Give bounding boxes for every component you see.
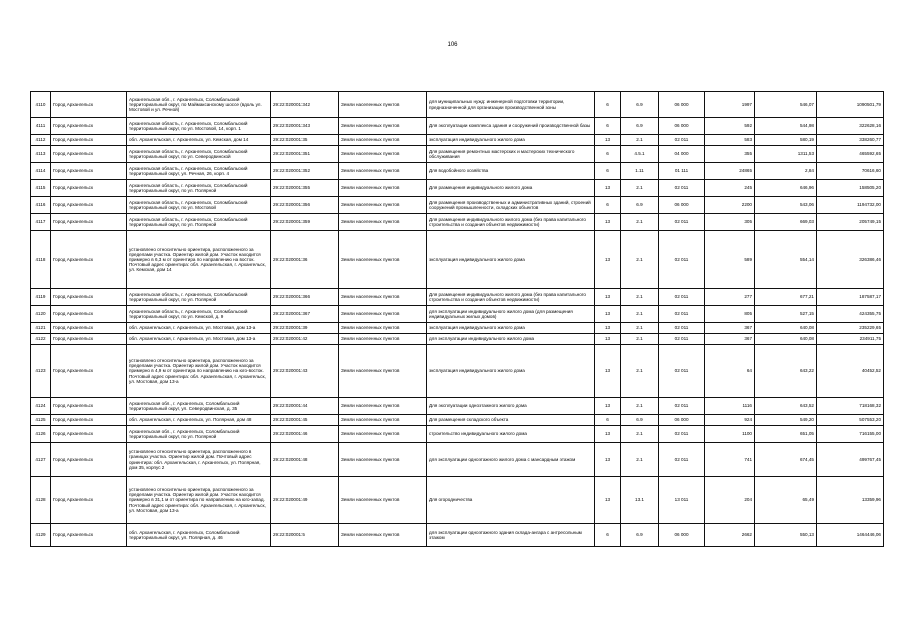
cadastral-number-cell: 29:22:020001:343 xyxy=(271,118,339,135)
municipality-cell: Город Архангельск xyxy=(51,163,127,180)
group-cell: 6 xyxy=(595,146,621,163)
cadastral-value-cell: 158505,20 xyxy=(817,180,884,197)
use-code-cell: 01 111 xyxy=(659,163,705,180)
municipality-cell: Город Архангельск xyxy=(51,214,127,231)
cadastral-number-cell: 29:22:020001:352 xyxy=(271,163,339,180)
group-cell: 13 xyxy=(595,334,621,345)
row-number: 4117 xyxy=(31,214,51,231)
table-row xyxy=(31,231,884,289)
specific-value-cell: 643,22 xyxy=(755,345,817,398)
activity-code-cell: 2.1 xyxy=(621,214,659,231)
cadastral-number-cell: 29:22:020001:39 xyxy=(271,323,339,334)
cadastral-value-cell: 322628,16 xyxy=(817,118,884,135)
group-cell: 13 xyxy=(595,398,621,415)
activity-code-cell: 6.9 xyxy=(621,197,659,214)
specific-value-cell: 527,15 xyxy=(755,306,817,323)
area-cell: 204 xyxy=(705,477,755,524)
cadastral-number-cell: 29:22:020001:366 xyxy=(271,289,339,306)
group-cell: 13 xyxy=(595,477,621,524)
land-category-cell: Земли населенных пунктов xyxy=(339,323,427,334)
municipality-cell: Город Архангельск xyxy=(51,398,127,415)
cadastral-number-cell: 29:22:020001:355 xyxy=(271,180,339,197)
activity-code-cell: 6.9 xyxy=(621,92,659,118)
cadastral-value-table xyxy=(30,91,884,547)
area-cell: 741 xyxy=(705,443,755,477)
land-category-cell: Земли населенных пунктов xyxy=(339,163,427,180)
land-category-cell: Земли населенных пунктов xyxy=(339,92,427,118)
cadastral-value-cell: 40452,52 xyxy=(817,345,884,398)
land-category-cell: Земли населенных пунктов xyxy=(339,231,427,289)
use-code-cell: 02 011 xyxy=(659,180,705,197)
cadastral-number-cell: 29:22:020001:351 xyxy=(271,146,339,163)
municipality-cell: Город Архангельск xyxy=(51,415,127,426)
table-row xyxy=(31,426,884,443)
use-code-cell: 02 011 xyxy=(659,135,705,146)
cadastral-value-cell: 465592,65 xyxy=(817,146,884,163)
address-cell: установлено относительно ориентира, расположенного за пределами участка. Ориентир жилой дом. Участок находится примерно в 6,3 м от ориентира по направлению на восток. Почтовый адрес ориентира: обл. Архангельская, г. Архангельск, ул. Кемская, дом 14 xyxy=(127,231,271,289)
permitted-use-cell: строительство индивидуального жилого дома xyxy=(427,426,595,443)
specific-value-cell: 580,19 xyxy=(755,135,817,146)
area-cell: 1997 xyxy=(705,92,755,118)
land-category-cell: Земли населенных пунктов xyxy=(339,180,427,197)
area-cell: 589 xyxy=(705,231,755,289)
land-category-cell: Земли населенных пунктов xyxy=(339,443,427,477)
specific-value-cell: 646,96 xyxy=(755,180,817,197)
address-cell: Архангельская обл., г. Архангельск, Соломбальский территориальный округ, по Маймаксанскому шоссе (вдоль ул. Мостовой и ул. Речной) xyxy=(127,92,271,118)
use-code-cell: 06 000 xyxy=(659,415,705,426)
use-code-cell: 02 011 xyxy=(659,345,705,398)
use-code-cell: 06 000 xyxy=(659,118,705,135)
municipality-cell: Город Архангельск xyxy=(51,92,127,118)
group-cell: 13 xyxy=(595,323,621,334)
page-number: 106 xyxy=(447,42,458,48)
permitted-use-cell: Для эксплуатации комплекса здания и сооружений производственной базы xyxy=(427,118,595,135)
address-cell: установлено относительно ориентира, расположенного за пределами участка. Ориентир жилой дом. Участок находится примерно в 31,1 м от ориентира по направлению на юго-запад. Почтовый адрес ориентира: обл. Архангельская, г. Архангельск, ул. Мостовая, дом 13-а xyxy=(127,477,271,524)
cadastral-value-cell: 1464446,06 xyxy=(817,524,884,547)
row-number: 4122 xyxy=(31,334,51,345)
group-cell: 13 xyxy=(595,306,621,323)
municipality-cell: Город Архангельск xyxy=(51,146,127,163)
cadastral-value-cell: 205749,15 xyxy=(817,214,884,231)
row-number: 4120 xyxy=(31,306,51,323)
cadastral-number-cell: 29:22:020001:45 xyxy=(271,415,339,426)
land-category-cell: Земли населенных пунктов xyxy=(339,426,427,443)
area-cell: 2200 xyxy=(705,197,755,214)
municipality-cell: Город Архангельск xyxy=(51,477,127,524)
row-number: 4126 xyxy=(31,426,51,443)
permitted-use-cell: Для размещения ремонтных мастерских и мастерских технического обслуживания xyxy=(427,146,595,163)
permitted-use-cell: Для эксплуатации одноэтажного жилого дома xyxy=(427,398,595,415)
activity-code-cell: 6.9 xyxy=(621,118,659,135)
municipality-cell: Город Архангельск xyxy=(51,426,127,443)
table-row xyxy=(31,306,884,323)
specific-value-cell: 549,20 xyxy=(755,415,817,426)
municipality-cell: Город Архангельск xyxy=(51,443,127,477)
municipality-cell: Город Архангельск xyxy=(51,135,127,146)
group-cell: 13 xyxy=(595,443,621,477)
cadastral-value-cell: 70616,60 xyxy=(817,163,884,180)
activity-code-cell: 6.9 xyxy=(621,524,659,547)
cadastral-number-cell: 29:22:020001:35 xyxy=(271,135,339,146)
specific-value-cell: 643,52 xyxy=(755,398,817,415)
activity-code-cell: 2.1 xyxy=(621,426,659,443)
permitted-use-cell: Для размещения производственных и административных зданий, строений сооружений промышленности, складских объектов xyxy=(427,197,595,214)
address-cell: обл. Архангельская, г. Архангельск, ул. Мостовая, дом 13-а xyxy=(127,334,271,345)
table-row xyxy=(31,415,884,426)
address-cell: Архангельская область, г. Архангельск, Соломбальский территориальный округ, по ул. Кемской, д. 9 xyxy=(127,306,271,323)
activity-code-cell: 2.1 xyxy=(621,398,659,415)
area-cell: 245 xyxy=(705,180,755,197)
land-category-cell: Земли населенных пунктов xyxy=(339,214,427,231)
cadastral-value-cell: 499767,45 xyxy=(817,443,884,477)
area-cell: 367 xyxy=(705,323,755,334)
area-cell: 64 xyxy=(705,345,755,398)
address-cell: установлено относительно ориентира, расположенного за пределами участка. Ориентир жилой дом. Участок находится примерно в 4,9 м от ориентира по направлению на юго-восток. Почтовый адрес ориентира: обл. Архангельская, г. Архангельск, ул. Мостовая, дом 13-а xyxy=(127,345,271,398)
area-cell: 355 xyxy=(705,146,755,163)
land-category-cell: Земли населенных пунктов xyxy=(339,334,427,345)
row-number: 4127 xyxy=(31,443,51,477)
activity-code-cell: 2.1 xyxy=(621,289,659,306)
cadastral-value-cell: 187587,17 xyxy=(817,289,884,306)
permitted-use-cell: эксплуатация индивидуального жилого дома xyxy=(427,231,595,289)
address-cell: Архангельская область, г. Архангельск, Соломбальский территориальный округ, по ул. Полярной xyxy=(127,214,271,231)
table-row xyxy=(31,398,884,415)
area-cell: 1116 xyxy=(705,398,755,415)
table-row xyxy=(31,197,884,214)
table-row xyxy=(31,118,884,135)
table-row xyxy=(31,92,884,118)
land-category-cell: Земли населенных пунктов xyxy=(339,146,427,163)
table-row xyxy=(31,289,884,306)
table-body xyxy=(31,92,884,547)
activity-code-cell: 2.1 xyxy=(621,306,659,323)
permitted-use-cell: эксплуатация индивидуального жилого дома xyxy=(427,135,595,146)
permitted-use-cell: Для размещения индивидуального жилого дома (без права капитального строительства и создания объектов недвижимости) xyxy=(427,214,595,231)
permitted-use-cell: для эксплуатации индивидуального жилого дома xyxy=(427,334,595,345)
use-code-cell: 02 011 xyxy=(659,426,705,443)
specific-value-cell: 1311,53 xyxy=(755,146,817,163)
cadastral-value-cell: 326386,46 xyxy=(817,231,884,289)
table-row xyxy=(31,135,884,146)
address-cell: Архангельская область, г. Архангельск, Соломбальский территориальный округ, по ул. Мостовой xyxy=(127,197,271,214)
area-cell: 1100 xyxy=(705,426,755,443)
cadastral-number-cell: 29:22:020001:48 xyxy=(271,443,339,477)
table-row xyxy=(31,443,884,477)
group-cell: 6 xyxy=(595,118,621,135)
table-row xyxy=(31,163,884,180)
table-row xyxy=(31,334,884,345)
activity-code-cell: 2.1 xyxy=(621,135,659,146)
specific-value-cell: 544,98 xyxy=(755,118,817,135)
use-code-cell: 02 011 xyxy=(659,398,705,415)
activity-code-cell: 2.1 xyxy=(621,345,659,398)
address-cell: Архангельская область, г. Архангельск, Соломбальский территориальный округ, по ул. Полярной xyxy=(127,180,271,197)
group-cell: 6 xyxy=(595,163,621,180)
group-cell: 13 xyxy=(595,214,621,231)
address-cell: Архангельская область, г. Архангельск, Соломбальский территориальный округ, по ул. Северодвинской xyxy=(127,146,271,163)
use-code-cell: 02 011 xyxy=(659,214,705,231)
cadastral-value-cell: 1194732,00 xyxy=(817,197,884,214)
row-number: 4116 xyxy=(31,197,51,214)
row-number: 4115 xyxy=(31,180,51,197)
land-category-cell: Земли населенных пунктов xyxy=(339,477,427,524)
use-code-cell: 02 011 xyxy=(659,289,705,306)
row-number: 4129 xyxy=(31,524,51,547)
row-number: 4125 xyxy=(31,415,51,426)
activity-code-cell: 2.1 xyxy=(621,443,659,477)
specific-value-cell: 543,06 xyxy=(755,197,817,214)
specific-value-cell: 674,45 xyxy=(755,443,817,477)
municipality-cell: Город Архангельск xyxy=(51,197,127,214)
cadastral-number-cell: 29:22:020001:44 xyxy=(271,398,339,415)
cadastral-value-cell: 716155,00 xyxy=(817,426,884,443)
address-cell: Архангельская область, г. Архангельск, Соломбальский территориальный округ, ул. Речная, 26, корп. 4 xyxy=(127,163,271,180)
municipality-cell: Город Архангельск xyxy=(51,118,127,135)
group-cell: 13 xyxy=(595,289,621,306)
land-category-cell: Земли населенных пунктов xyxy=(339,197,427,214)
row-number: 4114 xyxy=(31,163,51,180)
land-category-cell: Земли населенных пунктов xyxy=(339,345,427,398)
activity-code-cell: 6.9 xyxy=(621,415,659,426)
permitted-use-cell: эксплуатация индивидуального жилого дома xyxy=(427,345,595,398)
area-cell: 24865 xyxy=(705,163,755,180)
row-number: 4128 xyxy=(31,477,51,524)
land-category-cell: Земли населенных пунктов xyxy=(339,524,427,547)
table-row xyxy=(31,345,884,398)
cadastral-number-cell: 29:22:020001:367 xyxy=(271,306,339,323)
address-cell: Архангельская обл., г. Архангельск, Соломбальский территориальный округ, по ул. Полярной xyxy=(127,426,271,443)
group-cell: 6 xyxy=(595,524,621,547)
group-cell: 6 xyxy=(595,415,621,426)
cadastral-number-cell: 29:22:020001:342 xyxy=(271,92,339,118)
use-code-cell: 06 000 xyxy=(659,524,705,547)
address-cell: Архангельская обл., г. Архангельск, Соломбальский территориальный округ, ул. Северодвинская, д. 35 xyxy=(127,398,271,415)
specific-value-cell: 65,49 xyxy=(755,477,817,524)
activity-code-cell: 2.1 xyxy=(621,231,659,289)
specific-value-cell: 546,07 xyxy=(755,92,817,118)
table-row xyxy=(31,214,884,231)
permitted-use-cell: Для размещения индивидуального жилого дома (без права капитального строительства и создания объектов недвижимости) xyxy=(427,289,595,306)
group-cell: 13 xyxy=(595,180,621,197)
use-code-cell: 06 000 xyxy=(659,197,705,214)
table-row xyxy=(31,477,884,524)
municipality-cell: Город Архангельск xyxy=(51,231,127,289)
area-cell: 277 xyxy=(705,289,755,306)
municipality-cell: Город Архангельск xyxy=(51,345,127,398)
activity-code-cell: 2.1 xyxy=(621,323,659,334)
table-row xyxy=(31,524,884,547)
address-cell: Архангельская область, г. Архангельск, Соломбальский территориальный округ, по ул. Полярной xyxy=(127,289,271,306)
permitted-use-cell: для эксплуатации индивидуального жилого дома (для размещения индивидуальных жилых домов) xyxy=(427,306,595,323)
land-category-cell: Земли населенных пунктов xyxy=(339,306,427,323)
cadastral-value-cell: 507553,20 xyxy=(817,415,884,426)
address-cell: обл. Архангельская, г. Архангельск, ул. Полярная, дом 48 xyxy=(127,415,271,426)
activity-code-cell: 4.5.1 xyxy=(621,146,659,163)
row-number: 4118 xyxy=(31,231,51,289)
cadastral-number-cell: 29:22:020001:36 xyxy=(271,231,339,289)
row-number: 4124 xyxy=(31,398,51,415)
specific-value-cell: 651,05 xyxy=(755,426,817,443)
row-number: 4119 xyxy=(31,289,51,306)
use-code-cell: 04 000 xyxy=(659,146,705,163)
address-cell: обл. Архангельская, г. Архангельск, ул. Кемская, дом 14 xyxy=(127,135,271,146)
activity-code-cell: 2.1 xyxy=(621,180,659,197)
table-row xyxy=(31,146,884,163)
table-row xyxy=(31,180,884,197)
permitted-use-cell: Для водобойного хозяйства xyxy=(427,163,595,180)
row-number: 4113 xyxy=(31,146,51,163)
activity-code-cell: 13.1 xyxy=(621,477,659,524)
specific-value-cell: 640,08 xyxy=(755,334,817,345)
permitted-use-cell: для эксплуатации одноэтажного здания склада-ангара с антресольным этажом xyxy=(427,524,595,547)
land-category-cell: Земли населенных пунктов xyxy=(339,398,427,415)
use-code-cell: 02 011 xyxy=(659,306,705,323)
cadastral-value-cell: 338260,77 xyxy=(817,135,884,146)
activity-code-cell: 2.1 xyxy=(621,334,659,345)
cadastral-number-cell: 29:22:020001:356 xyxy=(271,197,339,214)
row-number: 4111 xyxy=(31,118,51,135)
cadastral-value-cell: 234911,75 xyxy=(817,334,884,345)
specific-value-cell: 640,08 xyxy=(755,323,817,334)
cadastral-number-cell: 29:22:020001:42 xyxy=(271,334,339,345)
specific-value-cell: 669,03 xyxy=(755,214,817,231)
municipality-cell: Город Архангельск xyxy=(51,180,127,197)
land-category-cell: Земли населенных пунктов xyxy=(339,415,427,426)
land-category-cell: Земли населенных пунктов xyxy=(339,289,427,306)
use-code-cell: 02 011 xyxy=(659,231,705,289)
area-cell: 583 xyxy=(705,135,755,146)
address-cell: Архангельская область, г. Архангельск, Соломбальский территориальный округ, по ул. Мостовой, 14, корп. 1 xyxy=(127,118,271,135)
area-cell: 2662 xyxy=(705,524,755,547)
permitted-use-cell: эксплуатация индивидуального жилого дома xyxy=(427,323,595,334)
use-code-cell: 02 011 xyxy=(659,334,705,345)
cadastral-number-cell: 29:22:020001:43 xyxy=(271,345,339,398)
specific-value-cell: 550,13 xyxy=(755,524,817,547)
group-cell: 13 xyxy=(595,345,621,398)
area-cell: 592 xyxy=(705,118,755,135)
row-number: 4112 xyxy=(31,135,51,146)
use-code-cell: 02 011 xyxy=(659,443,705,477)
group-cell: 6 xyxy=(595,197,621,214)
municipality-cell: Город Архангельск xyxy=(51,323,127,334)
area-cell: 305 xyxy=(705,214,755,231)
permitted-use-cell: Для огородничества xyxy=(427,477,595,524)
area-cell: 805 xyxy=(705,306,755,323)
row-number: 4110 xyxy=(31,92,51,118)
land-category-cell: Земли населенных пунктов xyxy=(339,135,427,146)
group-cell: 13 xyxy=(595,231,621,289)
area-cell: 924 xyxy=(705,415,755,426)
group-cell: 13 xyxy=(595,135,621,146)
permitted-use-cell: для муниципальных нужд: инженерной подготовки территории, предназначенной для организации производственной зоны xyxy=(427,92,595,118)
land-category-cell: Земли населенных пунктов xyxy=(339,118,427,135)
cadastral-number-cell: 29:22:020001:5 xyxy=(271,524,339,547)
address-cell: установлено относительно ориентира, расположенного в границах участка. Ориентир жилой дом. Почтовый адрес ориентира: обл. Архангельская, г. Архангельск, ул. Полярная, дом 35, корпус 2 xyxy=(127,443,271,477)
address-cell: обл. Архангельская, г. Архангельск, ул. Мостовая, дом 13-а xyxy=(127,323,271,334)
cadastral-value-cell: 718168,32 xyxy=(817,398,884,415)
cadastral-number-cell: 29:22:020001:49 xyxy=(271,477,339,524)
cadastral-number-cell: 29:22:020001:46 xyxy=(271,426,339,443)
specific-value-cell: 2,84 xyxy=(755,163,817,180)
municipality-cell: Город Архангельск xyxy=(51,334,127,345)
cadastral-value-cell: 1090501,79 xyxy=(817,92,884,118)
specific-value-cell: 677,21 xyxy=(755,289,817,306)
cadastral-value-cell: 13359,96 xyxy=(817,477,884,524)
area-cell: 367 xyxy=(705,334,755,345)
use-code-cell: 13 011 xyxy=(659,477,705,524)
specific-value-cell: 554,14 xyxy=(755,231,817,289)
permitted-use-cell: Для размещения складского объекта xyxy=(427,415,595,426)
table-row xyxy=(31,323,884,334)
municipality-cell: Город Архангельск xyxy=(51,306,127,323)
row-number: 4121 xyxy=(31,323,51,334)
group-cell: 13 xyxy=(595,426,621,443)
permitted-use-cell: Для размещения индивидуального жилого дома xyxy=(427,180,595,197)
municipality-cell: Город Архангельск xyxy=(51,524,127,547)
cadastral-value-cell: 235229,65 xyxy=(817,323,884,334)
activity-code-cell: 1.11 xyxy=(621,163,659,180)
address-cell: обл. Архангельская, г. Архангельск, Соломбальский территориальный округ, ул. Полярная, д. 46 xyxy=(127,524,271,547)
permitted-use-cell: для эксплуатации одноэтажного жилого дома с мансардным этажом xyxy=(427,443,595,477)
municipality-cell: Город Архангельск xyxy=(51,289,127,306)
cadastral-number-cell: 29:22:020001:359 xyxy=(271,214,339,231)
cadastral-value-cell: 424355,75 xyxy=(817,306,884,323)
use-code-cell: 02 011 xyxy=(659,323,705,334)
row-number: 4123 xyxy=(31,345,51,398)
group-cell: 6 xyxy=(595,92,621,118)
use-code-cell: 06 000 xyxy=(659,92,705,118)
